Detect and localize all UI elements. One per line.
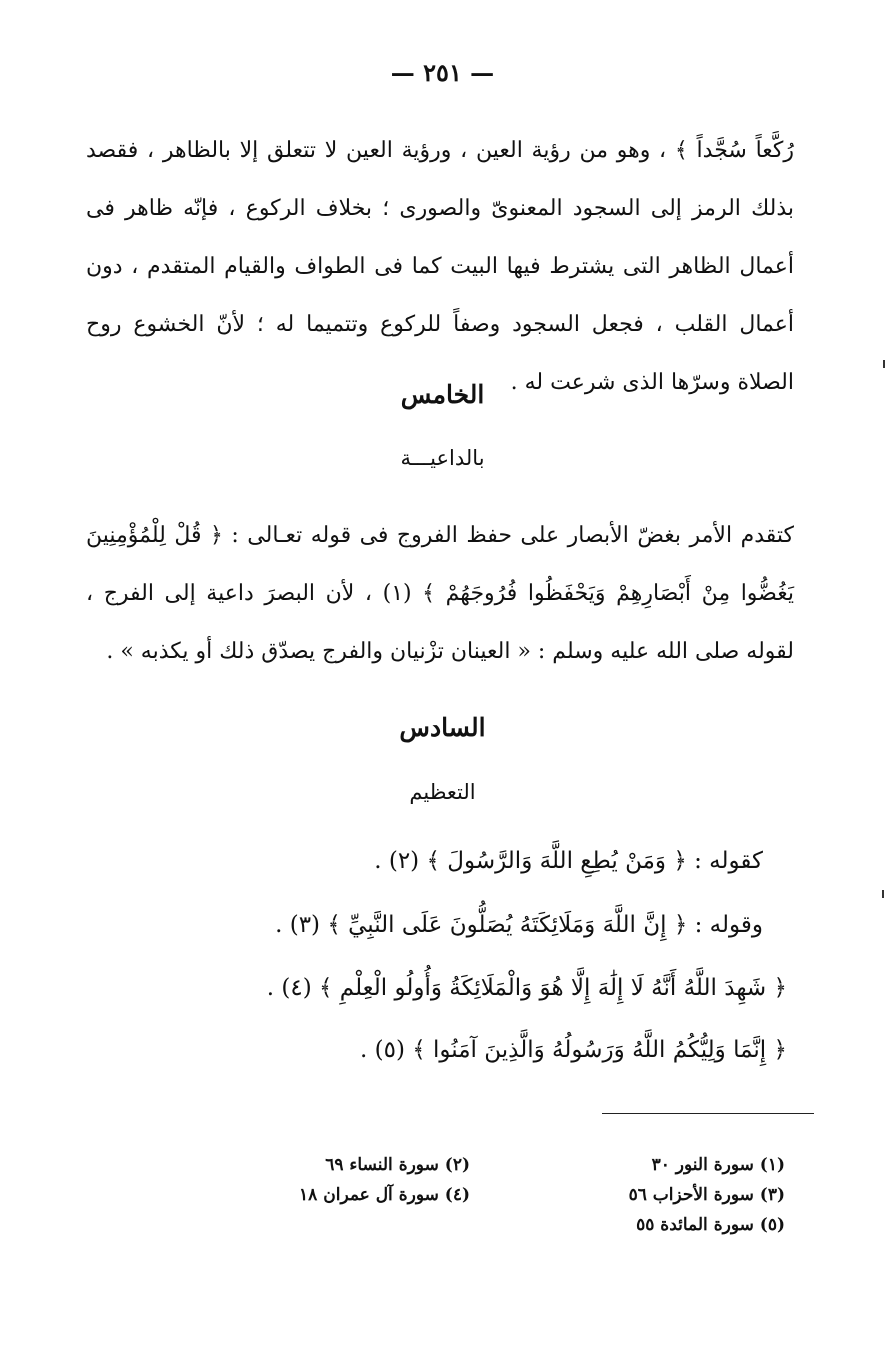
section-subheading-glorification: التعظيم xyxy=(409,780,476,804)
footnote: (٤) سورة آل عمران ١٨ xyxy=(299,1185,470,1205)
verse-line: ﴿ إِنَّمَا وَلِيُّكُمُ اللَّهُ وَرَسُولُهُ وَالَّذِينَ آمَنُوا ﴾ (٥) . xyxy=(359,1037,787,1063)
verse-line: وقوله : ﴿ إِنَّ اللَّهَ وَمَلَائِكَتَهُ يُصَلُّونَ عَلَى النَّبِيِّ ﴾ (٣) . xyxy=(275,912,763,938)
verse-line: كقوله : ﴿ وَمَنْ يُطِعِ اللَّهَ وَالرَّسُولَ ﴾ (٢) . xyxy=(374,848,763,874)
section-heading-sixth: السادس xyxy=(399,713,486,742)
scan-edge-mark xyxy=(882,890,884,898)
verse-line: ﴿ شَهِدَ اللَّهُ أَنَّهُ لَا إِلَٰهَ إِلَّا هُوَ وَالْمَلَائِكَةُ وَأُولُو الْعِلْمِ ﴾ (٤) . xyxy=(266,975,787,1001)
section-subheading-motive: بالداعيـــة xyxy=(400,446,485,470)
section-heading-fifth: الخامس xyxy=(400,380,485,409)
paragraph-ruku-sujud: رُكَّعاً سُجَّداً ﴾ ، وهو من رؤية العين ، ورؤية العين لا تتعلق إلا بالظاهر ، فقصد بذلك الرمز إلى السجود المعنوىّ والصورى ؛ بخلاف الركوع ، فإنّه ظاهر فى أعمال الظاهر التى يشترط فيها البيت كما فى الطواف والقيام المتقدم ، دون أعمال القلب ، فجعل السجود وصفاً للركوع وتتميما له ؛ لأنّ الخشوع روح الصلاة وسرّها الذى شرعت له . xyxy=(86,138,794,395)
footnote: (٣) سورة الأحزاب ٥٦ xyxy=(628,1185,785,1205)
footnote: (١) سورة النور ٣٠ xyxy=(651,1155,785,1175)
paragraph-lowering-gaze: كتقدم الأمر بغضّ الأبصار على حفظ الفروج فى قوله تعـالى : ﴿ قُلْ لِلْمُؤْمِنِينَ يَغُضُّوا مِنْ أَبْصَارِهِمْ وَيَحْفَظُوا فُرُوجَهُمْ ﴾ (١) ، لأن البصرَ داعية إلى الفرج ، لقوله صلى الله عليه وسلم : « العينان تزْنيان والفرج يصدّق ذلك أو يكذبه » . xyxy=(86,523,794,664)
footnote-separator xyxy=(602,1113,814,1114)
footnote: (٥) سورة المائدة ٥٥ xyxy=(636,1215,785,1235)
footnote: (٢) سورة النساء ٦٩ xyxy=(325,1155,470,1175)
page-number: — ٢٥١ — xyxy=(390,58,495,87)
